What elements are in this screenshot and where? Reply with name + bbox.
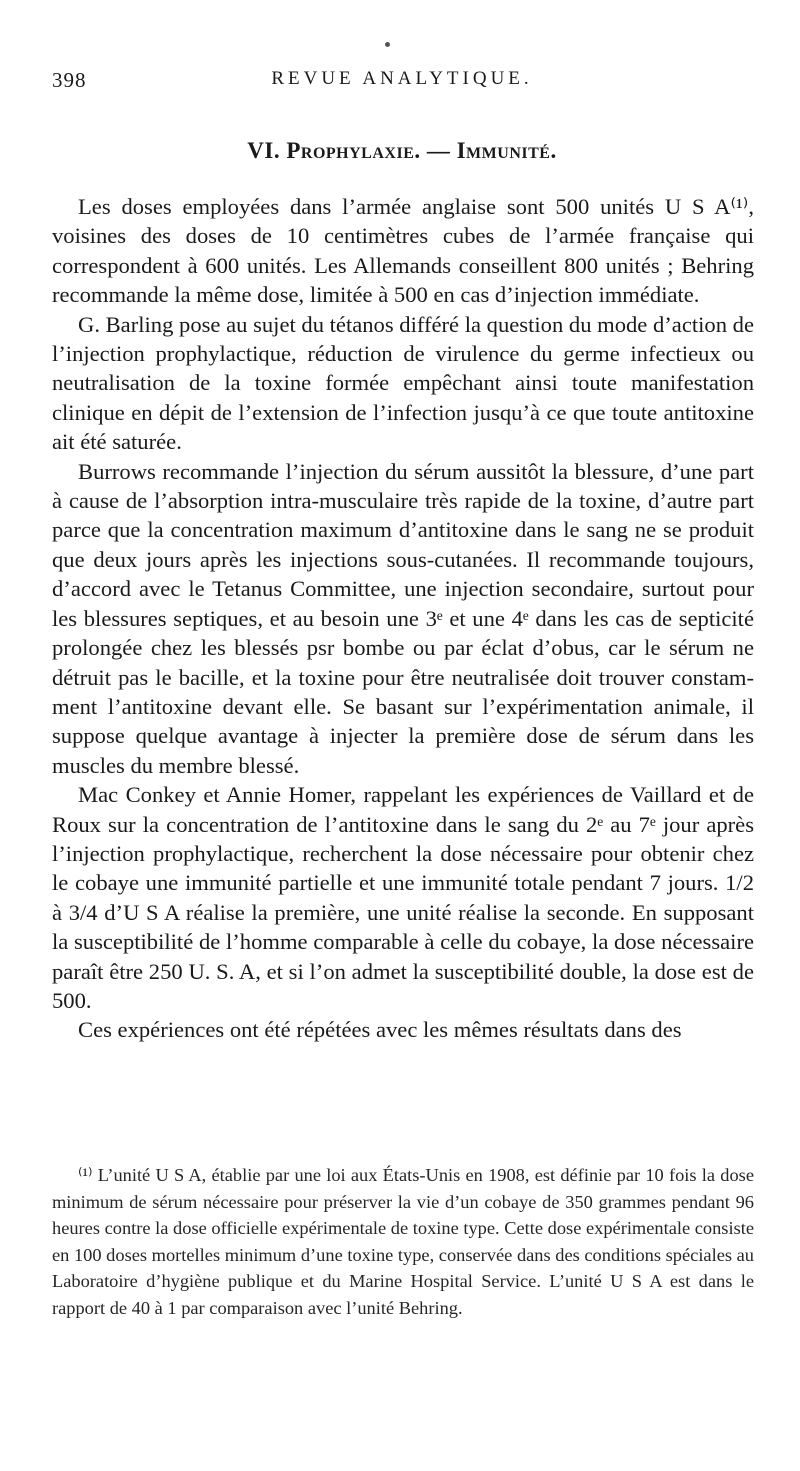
journal-title: REVUE ANALYTIQUE. [271, 68, 533, 89]
page-number: 398 [52, 68, 87, 92]
paragraph-barling: G. Barling pose au sujet du tétanos différé la question du mode d’action de l’injection prophylactique, réduction de virulence du germe infectieux ou neutralisation de la toxine formée empêchant ainsi toute manifestation clinique en dépit de l’extension de l’infection jusqu’à ce que toute antitoxine ait été saturée. [52, 311, 754, 455]
body-text [52, 192, 754, 1045]
paragraph-burrows: Burrows recommande l’injection du sérum aussitôt la blessure, d’une part à cause de l’absorption intra-musculaire très rapide de la toxine, d’autre part parce que la concentration maximum d’antitoxine dans le sang ne se produit que deux jours après les injections sous-cutanées. Il recommande toujours, d’accord avec le Tetanus Committee, une injection secondaire, surtout pour les blessures septiques, et au besoin une 3ᵉ et une 4ᵉ dans les cas de septicité prolongée chez les blessés psr bombe ou par éclat d’obus, car le sérum ne détruit pas le bacille, et la toxine pour être neutralisée doit trouver constamment l’antitoxine devant elle. Se basant sur l’expérimentation animale, il suppose quelque avantage à injecter la première dose de sérum dans les muscles du membre blessé. [52, 458, 754, 778]
print-speck [385, 42, 390, 47]
paragraph-experiences: Ces expériences ont été répétées avec les mêmes résultats dans des [78, 1017, 682, 1043]
paragraph-doses: Les doses employées dans l’armée anglaise sont 500 unités U S A⁽¹⁾, voisines des doses de 10 centimètres cubes de l’armée française qui correspondent à 600 unités. Les Allemands conseillent 800 unités ; Behring recommande la même dose, limitée à 500 en cas d’injection immédiate. [52, 194, 754, 308]
footnotes [52, 1162, 754, 1321]
footnote-usa-unit: ⁽¹⁾ L’unité U S A, établie par une loi aux États-Unis en 1908, est définie par 10 fois la dose minimum de sérum nécessaire pour préserver la vie d’un cobaye de 350 grammes pendant 96 heures contre la dose officielle expérimentale de toxine type. Cette dose expérimentale consiste en 100 doses mortelles minimum d’une toxine type, conservée dans des conditions spéciales au Laboratoire d’hygiène publique et du Marine Hospital Service. L’unité U S A est dans le rapport de 40 à 1 par comparaison avec l’unité Behring. [52, 1165, 754, 1318]
running-head [52, 68, 752, 98]
paragraph-mac-conkey: Mac Conkey et Annie Homer, rappelant les expériences de Vaillard et de Roux sur la concentration de l’antitoxine dans le sang du 2ᵉ au 7ᵉ jour après l’injection prophylactique, recherchent la dose nécessaire pour obtenir chez le cobaye une immunité partielle et une immunité totale pendant 7 jours. 1/2 à 3/4 d’U S A réalise la première, une unité réalise la seconde. En supposant la susceptibilité de l’homme comparable à celle du cobaye, la dose nécessaire paraît être 250 U. S. A, et si l’on admet la susceptibilité double, la dose est de 500. [52, 782, 754, 1013]
section-heading: VI. Prophylaxie. — Immunité. [247, 138, 557, 163]
